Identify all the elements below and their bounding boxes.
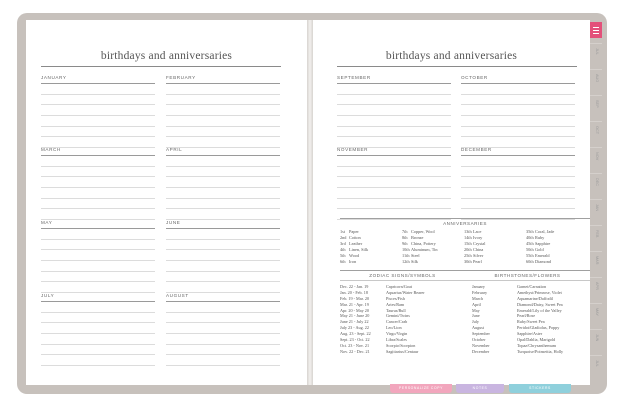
writing-line[interactable] — [41, 334, 155, 345]
writing-line[interactable] — [41, 188, 155, 199]
writing-line[interactable] — [166, 272, 280, 283]
writing-line[interactable] — [166, 313, 280, 324]
zodiac-cell: February — [472, 289, 488, 295]
tab-month[interactable] — [590, 303, 602, 324]
writing-line[interactable] — [41, 282, 155, 293]
anniversary-year: 15th — [464, 241, 472, 247]
anniversary-year: 2nd — [340, 235, 347, 241]
month-block — [41, 220, 155, 293]
month-label: APRIL — [166, 147, 280, 156]
zodiac-cell: November — [472, 342, 490, 348]
writing-line[interactable] — [166, 116, 280, 127]
anniversary-gift: Emerald — [535, 253, 550, 259]
anniversary-year: 8th — [402, 235, 408, 241]
bottom-tab[interactable]: NOTES — [456, 384, 504, 393]
anniversary-gift: Lace — [473, 229, 482, 234]
writing-line[interactable] — [461, 127, 575, 138]
zodiac-cell: Diamond/Daisy, Sweet Pea — [517, 301, 563, 307]
writing-line[interactable] — [166, 84, 280, 95]
month-block — [337, 75, 451, 148]
writing-line[interactable] — [41, 272, 155, 283]
zodiac-cell: Emerald/Lily of the Valley — [517, 307, 562, 313]
anniversary-entry — [402, 259, 464, 265]
tab-label: OCT — [595, 126, 599, 135]
writing-line[interactable] — [461, 167, 575, 178]
zodiac-cell: Oct. 23 - Nov. 21 — [340, 342, 370, 348]
tab-label: MAY — [595, 308, 599, 316]
writing-line[interactable] — [166, 127, 280, 138]
tab-month[interactable] — [590, 147, 602, 168]
tab-month[interactable] — [590, 95, 602, 116]
month-block — [166, 147, 280, 220]
tab-label: MAR — [595, 256, 599, 265]
month-block — [461, 75, 575, 148]
zodiac-cell: Turquoise/Poinsettia, Holly — [517, 348, 564, 354]
zodiac-cell: Aries/Ram — [386, 301, 405, 307]
writing-line[interactable] — [461, 177, 575, 188]
writing-line[interactable] — [41, 177, 155, 188]
anniversary-gift: Paper — [349, 229, 359, 234]
zodiac-cell: May 21 - June 20 — [340, 313, 370, 319]
anniversary-year: 7th — [402, 229, 408, 234]
zodiac-cell: Nov. 22 - Dec. 21 — [340, 348, 370, 354]
month-block — [166, 75, 280, 148]
zodiac-cell: Mar. 21 - Apr. 19 — [340, 301, 369, 307]
zodiac-cell: December — [472, 348, 490, 354]
section-divider — [340, 218, 590, 219]
anniversary-gift: Gold — [535, 247, 544, 253]
left-page — [26, 20, 307, 385]
anniversary-year: 13th — [464, 229, 472, 234]
anniversary-year: 6th — [340, 259, 346, 265]
zodiac-cell: Aug. 23 - Sept. 22 — [340, 331, 371, 337]
tab-label: SEP — [595, 100, 599, 108]
zodiac-cell: Amethyst/Primrose, Violet — [517, 289, 562, 295]
anniversary-year: 35th — [526, 229, 534, 234]
anniversary-year: 12th — [402, 259, 410, 265]
anniversary-year: 25th — [464, 253, 472, 259]
writing-line[interactable] — [41, 199, 155, 210]
month-label: DECEMBER — [461, 147, 575, 156]
anniversary-year: 55th — [526, 253, 534, 259]
tab-label: JUL — [595, 48, 599, 55]
anniversary-gift: Diamond — [535, 259, 551, 265]
writing-line[interactable] — [461, 84, 575, 95]
zodiac-cell: Libra/Scales — [386, 337, 407, 343]
anniversary-gift: Linen, Silk — [349, 247, 369, 253]
tab-month[interactable] — [590, 43, 602, 64]
zodiac-cell: April — [472, 301, 481, 307]
writing-line[interactable] — [41, 229, 155, 240]
anniversary-gift: Steel — [411, 253, 420, 259]
writing-line[interactable] — [166, 323, 280, 334]
zodiac-cell: Taurus/Bull — [386, 307, 406, 313]
tab-label: DEC — [595, 178, 599, 187]
writing-line[interactable] — [166, 261, 280, 272]
writing-line[interactable] — [166, 355, 280, 366]
writing-line[interactable] — [337, 127, 451, 138]
writing-line[interactable] — [461, 199, 575, 210]
writing-line[interactable] — [337, 105, 451, 116]
anniversary-gift: Cotton — [349, 235, 361, 241]
writing-line[interactable] — [41, 261, 155, 272]
writing-line[interactable] — [461, 188, 575, 199]
zodiac-cell: Scorpio/Scorpion — [386, 342, 416, 348]
month-label: AUGUST — [166, 293, 280, 302]
writing-line[interactable] — [41, 209, 155, 220]
anniversary-gift: Ruby — [535, 235, 545, 241]
writing-line[interactable] — [166, 177, 280, 188]
zodiac-cell: Dec. 22 - Jan. 19 — [340, 284, 369, 289]
anniversaries-table — [340, 229, 590, 266]
writing-line[interactable] — [41, 156, 155, 167]
tab-month[interactable] — [590, 199, 602, 220]
writing-line[interactable] — [166, 209, 280, 220]
zodiac-cell: Pisces/Fish — [386, 295, 405, 301]
month-block — [166, 293, 280, 366]
anniversary-gift: China — [473, 247, 484, 253]
writing-line[interactable] — [166, 250, 280, 261]
zodiac-cell: July 23 - Aug. 22 — [340, 325, 369, 331]
writing-line[interactable] — [41, 240, 155, 251]
writing-line[interactable] — [166, 105, 280, 116]
writing-line[interactable] — [166, 199, 280, 210]
anniversary-year: 14th — [464, 235, 472, 241]
anniversary-gift: Silver — [473, 253, 484, 259]
writing-line[interactable] — [166, 167, 280, 178]
month-label: JANUARY — [41, 75, 155, 84]
anniversary-year: 4th — [340, 247, 346, 253]
writing-line[interactable] — [41, 323, 155, 334]
tab-label: JUN — [595, 334, 599, 342]
writing-line[interactable] — [41, 250, 155, 261]
anniversary-year: 30th — [464, 259, 472, 265]
zodiac-row — [340, 349, 600, 355]
writing-line[interactable] — [337, 116, 451, 127]
anniversary-gift: Coral, Jade — [535, 229, 555, 234]
anniversary-year: 60th — [526, 259, 534, 265]
anniversary-year: 3rd — [340, 241, 346, 247]
writing-line[interactable] — [41, 345, 155, 356]
tab-label: FEB — [595, 230, 599, 238]
writing-line[interactable] — [337, 188, 451, 199]
month-label: JUNE — [166, 220, 280, 229]
writing-line[interactable] — [337, 177, 451, 188]
writing-line[interactable] — [166, 282, 280, 293]
anniversary-year: 20th — [464, 247, 472, 253]
anniversary-year: 11th — [402, 253, 410, 259]
anniversary-year: 40th — [526, 235, 534, 241]
writing-line[interactable] — [41, 127, 155, 138]
month-label: MARCH — [41, 147, 155, 156]
anniversary-gift: Copper, Wool — [411, 229, 435, 234]
anniversary-year: 9th — [402, 241, 408, 247]
tab-label: AUG — [595, 74, 599, 83]
tab-month[interactable] — [590, 121, 602, 142]
anniversaries-title: ANNIVERSARIES — [443, 221, 487, 226]
zodiac-cell: Feb. 19 - Mar. 20 — [340, 295, 370, 301]
anniversary-entry — [340, 259, 402, 265]
tab-month[interactable] — [590, 251, 602, 272]
anniversary-year: 45th — [526, 241, 534, 247]
writing-line[interactable] — [337, 199, 451, 210]
month-block — [461, 147, 575, 220]
writing-line[interactable] — [41, 116, 155, 127]
month-label: MAY — [41, 220, 155, 229]
tab-month[interactable] — [590, 69, 602, 90]
month-block — [41, 147, 155, 220]
anniversary-gift: Bronze — [411, 235, 424, 241]
zodiac-cell: Sept. 23 - Oct. 22 — [340, 337, 370, 343]
writing-line[interactable] — [461, 95, 575, 106]
zodiac-cell: Opal/Dahlia, Marigold — [517, 337, 556, 343]
anniversary-gift: Leather — [349, 241, 363, 247]
zodiac-cell: Aquarius/Water Bearer — [386, 289, 425, 295]
section-divider — [340, 270, 590, 271]
tab-label: JUL — [595, 360, 599, 367]
zodiac-cell: March — [472, 295, 483, 301]
month-block — [337, 147, 451, 220]
bottom-tab[interactable]: PERSONALIZE COPY — [390, 384, 452, 393]
zodiac-table — [340, 284, 600, 355]
zodiac-cell: Garnet/Carnation — [517, 284, 547, 289]
writing-line[interactable] — [337, 167, 451, 178]
zodiac-cell: September — [472, 331, 490, 337]
anniversary-year: 5th — [340, 253, 346, 259]
left-page-title: birthdays and anniversaries — [100, 50, 233, 62]
anniversary-gift: China, Pottery — [411, 241, 436, 247]
writing-line[interactable] — [41, 313, 155, 324]
month-label: NOVEMBER — [337, 147, 451, 156]
writing-line[interactable] — [166, 302, 280, 313]
writing-line[interactable] — [166, 229, 280, 240]
month-block — [166, 220, 280, 293]
tab-label: JAN — [595, 204, 599, 212]
zodiac-cell: January — [472, 284, 486, 289]
month-block — [41, 293, 155, 366]
zodiac-cell: October — [472, 337, 486, 343]
title-rule — [41, 66, 281, 67]
month-label: SEPTEMBER — [337, 75, 451, 84]
writing-line[interactable] — [166, 240, 280, 251]
zodiac-cell: August — [472, 325, 485, 331]
anniversary-gift: Crystal — [473, 241, 486, 247]
writing-line[interactable] — [166, 95, 280, 106]
writing-line[interactable] — [41, 84, 155, 95]
anniversary-gift: Ivory — [473, 235, 483, 241]
zodiac-cell: Apr. 20 - May 20 — [340, 307, 369, 313]
anniversary-gift: Silk — [411, 259, 418, 265]
anniversary-gift: Sapphire — [535, 241, 551, 247]
tab-month[interactable] — [590, 173, 602, 194]
writing-line[interactable] — [41, 355, 155, 366]
anniversary-year: 10th — [402, 247, 410, 253]
writing-line[interactable] — [166, 334, 280, 345]
zodiac-cell: Topaz/Chrysanthemum — [517, 342, 557, 348]
month-tabs — [590, 20, 602, 385]
writing-line[interactable] — [41, 302, 155, 313]
birthstones-title: BIRTHSTONES/FLOWERS — [494, 273, 561, 278]
tab-label: APR — [595, 282, 599, 290]
writing-line[interactable] — [166, 156, 280, 167]
tab-month[interactable] — [590, 277, 602, 298]
writing-line[interactable] — [41, 95, 155, 106]
month-block — [41, 75, 155, 148]
zodiac-cell: Sagittarius/Centaur — [386, 348, 419, 354]
zodiac-cell: June 21 - July 22 — [340, 319, 369, 325]
zodiac-cell: Leo/Lion — [386, 325, 402, 331]
zodiac-title: ZODIAC SIGNS/SYMBOLS — [369, 273, 436, 278]
zodiac-cell: Jan. 20 - Feb. 18 — [340, 289, 368, 295]
tab-month[interactable] — [590, 225, 602, 246]
section-divider — [340, 280, 590, 281]
tab-label: NOV — [595, 152, 599, 161]
tab-month[interactable] — [590, 329, 602, 350]
writing-line[interactable] — [337, 156, 451, 167]
zodiac-cell: Virgo/Virgin — [386, 331, 408, 337]
writing-line[interactable] — [166, 345, 280, 356]
zodiac-cell: Capricorn/Goat — [386, 284, 413, 289]
anniversary-year: 50th — [526, 247, 534, 253]
anniversary-year: 1st — [340, 229, 346, 234]
zodiac-cell: Peridot/Gladiolus, Poppy — [517, 325, 560, 331]
zodiac-cell: Sapphire/Aster — [517, 331, 543, 337]
writing-line[interactable] — [461, 116, 575, 127]
writing-line[interactable] — [41, 167, 155, 178]
zodiac-cell: May — [472, 307, 480, 313]
month-label: FEBRUARY — [166, 75, 280, 84]
zodiac-cell: Cancer/Crab — [386, 319, 408, 325]
anniversary-gift: Aluminum, Tin — [411, 247, 438, 253]
title-rule — [337, 66, 577, 67]
tab-month[interactable] — [590, 355, 602, 376]
bottom-tab[interactable]: STICKERS — [509, 384, 571, 393]
zodiac-cell: Pearl/Rose — [517, 313, 536, 319]
anniversary-gift: Pearl — [473, 259, 482, 265]
zodiac-cell: Ruby/Sweet Pea — [517, 319, 545, 325]
month-label: OCTOBER — [461, 75, 575, 84]
anniversary-entry — [464, 259, 526, 265]
writing-line[interactable] — [461, 156, 575, 167]
right-page-title: birthdays and anniversaries — [385, 50, 518, 62]
writing-line[interactable] — [41, 105, 155, 116]
writing-line[interactable] — [337, 95, 451, 106]
zodiac-cell: Gemini/Twins — [386, 313, 410, 319]
zodiac-cell: Aquamarine/Daffodil — [517, 295, 553, 301]
writing-line[interactable] — [166, 188, 280, 199]
month-label: JULY — [41, 293, 155, 302]
anniversary-entry — [526, 259, 588, 265]
zodiac-cell: June — [472, 313, 480, 319]
anniversary-gift: Wood — [349, 253, 360, 259]
anniversary-gift: Iron — [349, 259, 357, 265]
zodiac-cell: July — [472, 319, 479, 325]
writing-line[interactable] — [337, 84, 451, 95]
writing-line[interactable] — [461, 105, 575, 116]
